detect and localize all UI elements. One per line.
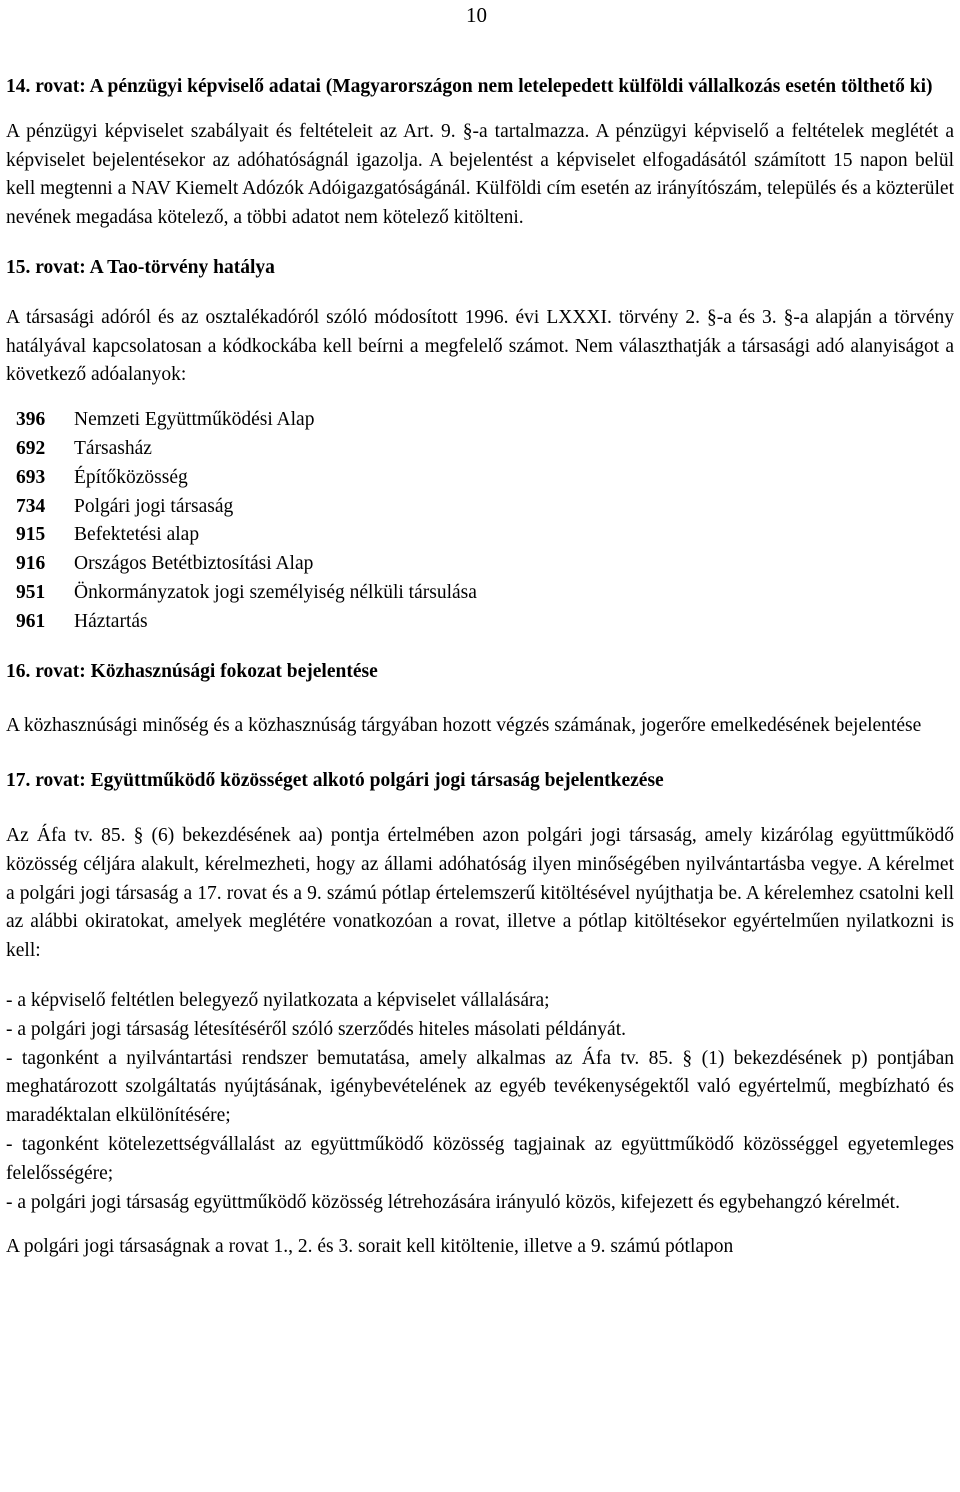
code-label: Önkormányzatok jogi személyiség nélküli társulása bbox=[74, 581, 477, 603]
list-item: - a polgári jogi társaság létesítéséről szóló szerződés hiteles másolati példányát. bbox=[6, 1018, 627, 1040]
section-14 bbox=[6, 73, 954, 233]
code-label: Társasház bbox=[74, 437, 152, 459]
code-value: 916 bbox=[16, 553, 46, 575]
section-14-paragraph: A pénzügyi képviselet szabályait és feltételeit az Art. 9. §-a tartalmazza. A pénzügyi képviselő a feltételek meglétét a képviselet bejelentésekor az adóhatóságnál igazolja. A bejelentést a képviselet elfogadásától számított 15 napon belül kell megtenni a NAV Kiemelt Adózók Adóigazgatóságánál. Külföldi cím esetén az irányítószám, település és a közterület nevének megadása kötelező, a többi adatot nem kötelező kitölteni. bbox=[6, 120, 954, 229]
section-15-paragraph: A társasági adóról és az osztalékadóról szóló módosított 1996. évi LXXXI. törvény 2. §-a és 3. §-a alapján a törvény hatályával kapcsolatosan a kódkockába kell beírni a megfelelő számot. Nem választhatják a társasági adó alanyiságot a következő adóalanyok: bbox=[6, 306, 954, 386]
code-list-item bbox=[16, 435, 954, 464]
code-list-item bbox=[16, 579, 954, 608]
section-16-paragraph: A közhasznúsági minőség és a közhasznúság tárgyában hozott végzés számának, jogerőre emelkedésének bejelentése bbox=[6, 715, 922, 737]
section-14-heading: 14. rovat: A pénzügyi képviselő adatai (Magyarországon nem letelepedett külföldi vállalkozás esetén tölthető ki) bbox=[6, 76, 933, 97]
required-documents-list bbox=[6, 987, 954, 1217]
section-16 bbox=[6, 658, 954, 742]
section-17-closing: A polgári jogi társaságnak a rovat 1., 2. és 3. sorait kell kitöltenie, illetve a 9. számú pótlapon bbox=[6, 1236, 734, 1258]
code-list-item bbox=[16, 493, 954, 522]
code-label: Nemzeti Együttműködési Alap bbox=[74, 409, 315, 431]
code-label: Országos Betétbiztosítási Alap bbox=[74, 553, 314, 575]
list-item: - tagonként a nyilvántartási rendszer bemutatása, amely alkalmas az Áfa tv. 85. § (1) bekezdésének p) pontjában meghatározott szolgáltatás nyújtásának, igénybevételének az egyéb tevékenységektől való egyértelmű, megbízható és maradéktalan elkülönítésére; bbox=[6, 1047, 954, 1127]
excluded-taxpayer-code-list bbox=[6, 406, 954, 636]
code-value: 915 bbox=[16, 524, 46, 546]
code-list-item bbox=[16, 608, 954, 637]
code-value: 734 bbox=[16, 495, 46, 517]
section-16-heading: 16. rovat: Közhasznúsági fokozat bejelentése bbox=[6, 660, 378, 682]
code-label: Polgári jogi társaság bbox=[74, 495, 234, 517]
code-label: Befektetési alap bbox=[74, 524, 200, 546]
code-value: 961 bbox=[16, 610, 46, 632]
section-17 bbox=[6, 767, 954, 1262]
code-value: 693 bbox=[16, 466, 46, 488]
page-number: 10 bbox=[466, 3, 487, 27]
code-label: Építőközösség bbox=[74, 466, 188, 488]
section-17-paragraph: Az Áfa tv. 85. § (6) bekezdésének aa) pontja értelmében azon polgári jogi társaság, amely kizárólag együttműködő közösség céljára alakult, kérelmezheti, hogy az állami adóhatóság ilyen minőségében nyilvántartásba vegye. A kérelmet a polgári jogi társaság a 17. rovat és a 9. számú pótlap értelemszerű kitöltésével nyújthatja be. A kérelemhez csatolni kell az alábbi okiratokat, amelyek meglétére vonatkozóan a rovat, illetve a pótlap kitöltésekor egyértelműen nyilatkozni is kell: bbox=[6, 824, 954, 962]
list-item: - a polgári jogi társaság együttműködő közösség létrehozására irányuló közös, kifejezett és egybehangzó kérelmét. bbox=[6, 1191, 900, 1213]
list-item: - tagonként kötelezettségvállalást az együttműködő közösség tagjainak az együttműködő közösséggel egyetemleges felelősségére; bbox=[6, 1133, 954, 1184]
list-item: - a képviselő feltétlen belegyező nyilatkozata a képviselet vállalására; bbox=[6, 989, 550, 1011]
code-value: 692 bbox=[16, 437, 46, 459]
code-value: 951 bbox=[16, 581, 46, 603]
code-value: 396 bbox=[16, 409, 46, 431]
section-15-heading: 15. rovat: A Tao-törvény hatálya bbox=[6, 256, 275, 278]
document-body bbox=[6, 73, 954, 1262]
section-15 bbox=[6, 254, 954, 637]
section-17-heading: 17. rovat: Együttműködő közösséget alkotó polgári jogi társaság bejelentkezése bbox=[6, 770, 664, 792]
code-list-item bbox=[16, 464, 954, 493]
code-list-item bbox=[16, 406, 954, 435]
code-label: Háztartás bbox=[74, 610, 148, 632]
code-list-item bbox=[16, 521, 954, 550]
code-list-item bbox=[16, 550, 954, 579]
